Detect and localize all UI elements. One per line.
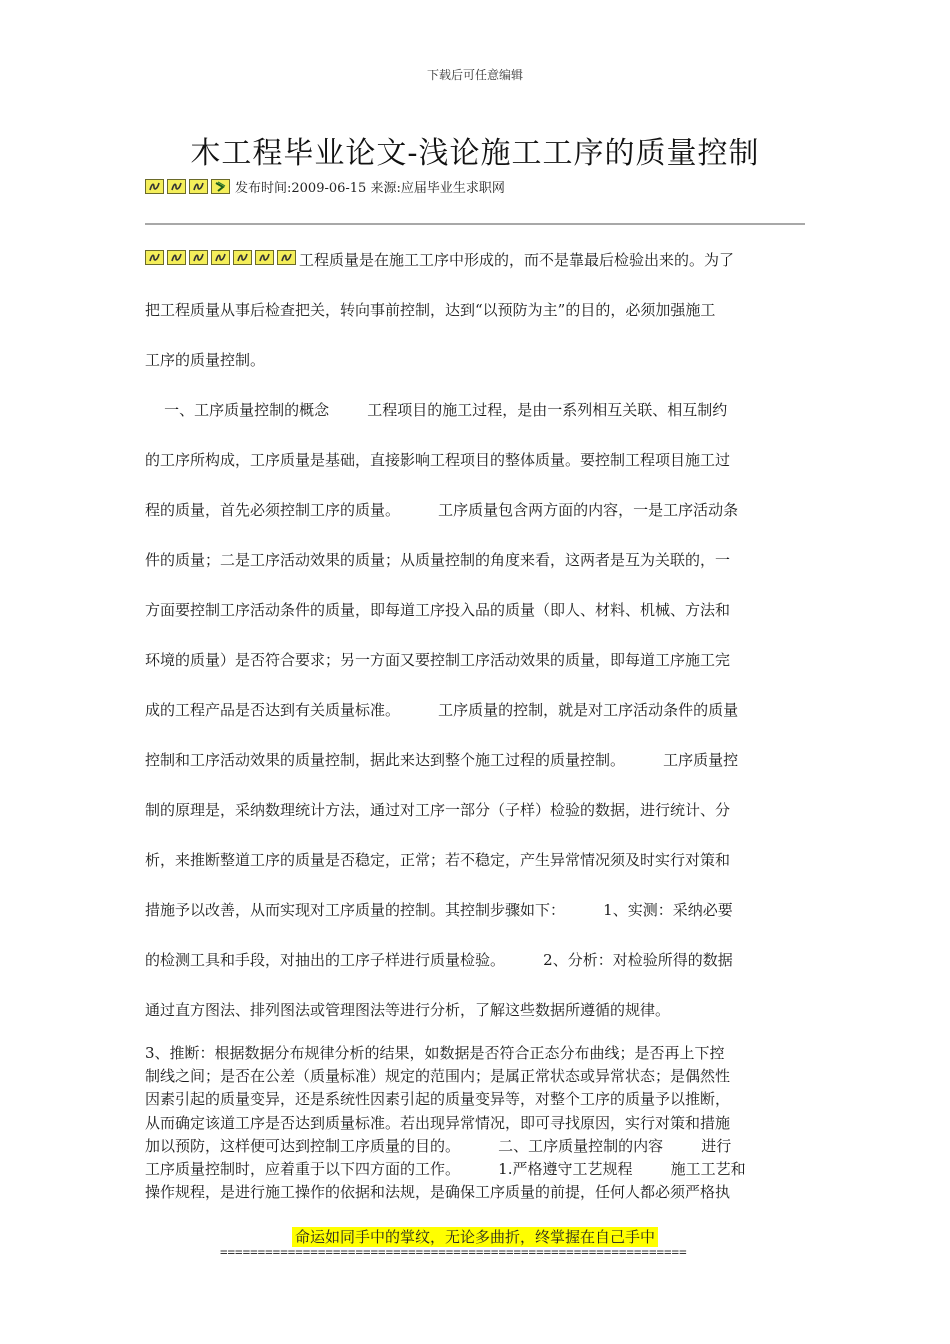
body-line-text: 工程质量是在施工工序中形成的，而不是靠最后检验出来的。为了 (299, 251, 735, 269)
body-line: 工序质量控制时，应着重于以下四方面的工作。 1.严格遵守工艺规程 施工工艺和 (145, 1159, 746, 1178)
body-line: 件的质量；二是工序活动效果的质量；从质量控制的角度来看，这两者是互为关联的，一 (145, 551, 731, 569)
article-meta (145, 176, 505, 196)
body-line: 一、工序质量控制的概念 工程项目的施工过程，是由一系列相互关联、相互制约 (145, 401, 728, 419)
footer-rule: ============================================================== (220, 1244, 687, 1259)
body-line: 的检测工具和手段，对抽出的工序子样进行质量检验。 2、分析：对检验所得的数据 (145, 951, 733, 969)
wave-icon (189, 179, 208, 194)
body-line: 析，来推断整道工序的质量是否稳定，正常；若不稳定，产生异常情况须及时实行对策和 (145, 851, 731, 869)
wave-icon (167, 250, 186, 265)
wave-icon (233, 250, 252, 265)
body-line: 加以预防，这样便可达到控制工序质量的目的。 二、工序质量控制的内容 进行 (145, 1136, 732, 1155)
body-line: 控制和工序活动效果的质量控制，据此来达到整个施工过程的质量控制。 工序质量控 (145, 751, 739, 769)
divider (145, 223, 805, 225)
meta-icon-strip (145, 179, 233, 194)
body-line: 通过直方图法、排列图法或管理图法等进行分析，了解这些数据所遵循的规律。 (145, 1001, 671, 1019)
wave-icon (255, 250, 274, 265)
wave-icon (145, 179, 164, 194)
wave-icon (277, 250, 296, 265)
arrow-icon (211, 179, 230, 194)
wave-icon (145, 250, 164, 265)
article-body-dense (145, 1042, 810, 1204)
body-line: 程的质量，首先必须控制工序的质量。 工序质量包含两方面的内容，一是工序活动条 (145, 501, 739, 519)
body-line: 因素引起的质量变异，还是系统性因素引起的质量变异等，对整个工序的质量予以推断， (145, 1090, 731, 1109)
body-line: 制的原理是，采纳数理统计方法，通过对工序一部分（子样）检验的数据，进行统计、分 (145, 801, 731, 819)
body-line: 方面要控制工序活动条件的质量，即每道工序投入品的质量（即人、材料、机械、方法和 (145, 601, 731, 619)
wave-icon (189, 250, 208, 265)
body-line: 制线之间；是否在公差（质量标准）规定的范围内；是属正常状态或异常状态；是偶然性 (145, 1067, 731, 1086)
body-line: 措施予以改善，从而实现对工序质量的控制。其控制步骤如下： 1、实测：采纳必要 (145, 901, 733, 919)
body-line: 环境的质量）是否符合要求；另一方面又要控制工序活动效果的质量，即每道工序施工完 (145, 651, 731, 669)
paragraph-icon-strip (145, 250, 299, 265)
footer-slogan-text: 命运如同手中的掌纹，无论多曲折，终掌握在自己手中 (292, 1227, 658, 1247)
wave-icon (211, 250, 230, 265)
wave-icon (167, 179, 186, 194)
body-line: 3、推断：根据数据分布规律分析的结果，如数据是否符合正态分布曲线；是否再上下控 (145, 1044, 725, 1062)
publish-info: 发布时间:2009-06-15 来源:应届毕业生求职网 (235, 180, 505, 196)
article-body (145, 246, 810, 1046)
body-line (145, 246, 810, 296)
body-line: 工序的质量控制。 (145, 351, 266, 369)
body-line: 操作规程，是进行施工操作的依据和法规，是确保工序质量的前提，任何人都必须严格执 (145, 1183, 731, 1202)
body-line: 从而确定该道工序是否达到质量标准。若出现异常情况，即可寻找原因，实行对策和措施 (145, 1113, 731, 1132)
body-line: 成的工程产品是否达到有关质量标准。 工序质量的控制，就是对工序活动条件的质量 (145, 701, 739, 719)
body-line: 把工程质量从事后检查把关，转向事前控制，达到“以预防为主”的目的，必须加强施工 (145, 301, 716, 319)
page-title: 木工程毕业论文-浅论施工工序的质量控制 (190, 136, 760, 171)
header-note: 下载后可任意编辑 (426, 68, 523, 82)
body-line: 的工序所构成，工序质量是基础，直接影响工程项目的整体质量。要控制工程项目施工过 (145, 451, 731, 469)
